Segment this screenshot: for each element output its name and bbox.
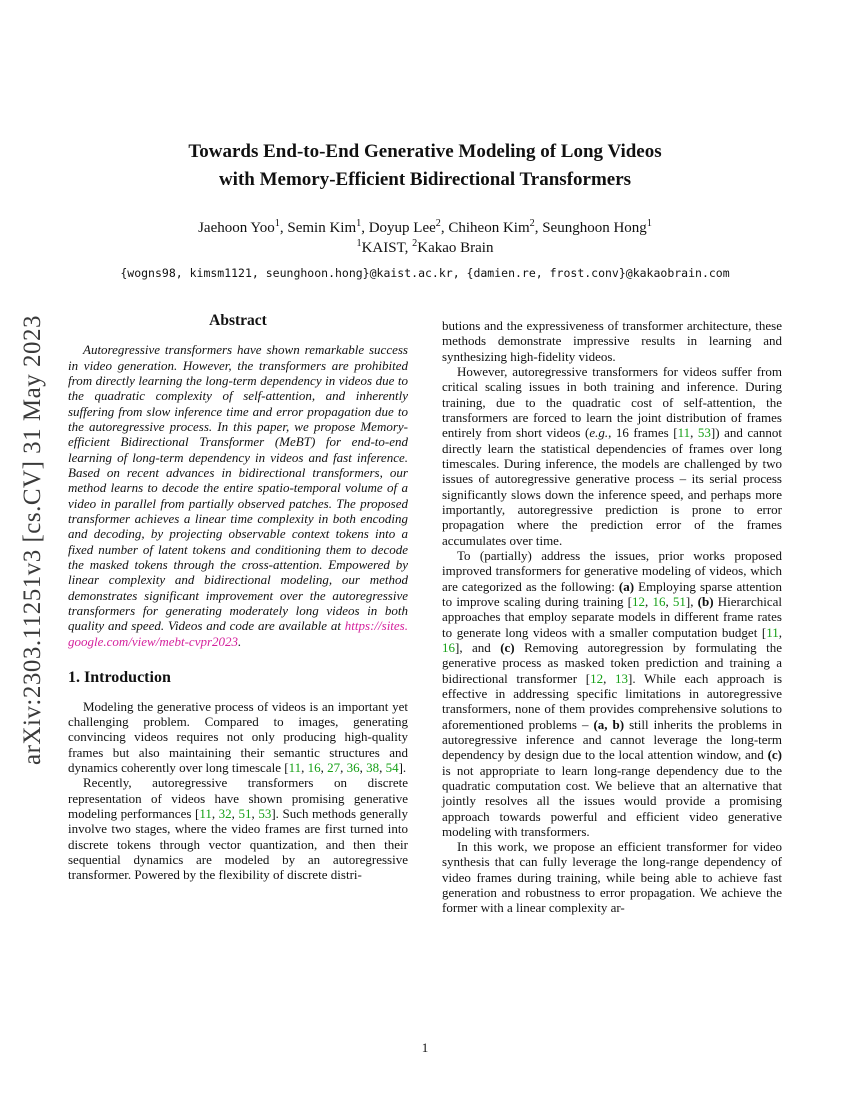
citation-link[interactable]: 16 — [307, 760, 321, 776]
citation-link[interactable]: 12 — [590, 670, 604, 686]
citation-link[interactable]: 36 — [346, 760, 360, 776]
intro-paragraph-2: Recently, autoregressive transformers on discrete representation of videos have shown promising generative modeling performances [11, 32, 51, 53]. Such methods generally involve two stages, where the video frames are first turned into discrete tokens through vector quantization, and then their sequential dynamics are modeled by an autoregressive transformer. Powered by the flexibility of discrete distri- — [68, 775, 409, 883]
intro-paragraph-6: In this work, we propose an efficient transformer for video synthesis that can fully leverage the long-range dependency of video frames during training, while being able to achieve fast generation and robustness to error propagation. We achieve the former with a linear complexity ar- — [442, 839, 782, 916]
paper-title — [0, 138, 850, 193]
abstract-heading: Abstract — [209, 312, 267, 329]
citation-link[interactable]: 11 — [677, 425, 691, 441]
paper-header — [0, 138, 850, 280]
citation-link[interactable]: 54 — [385, 760, 399, 776]
intro-paragraph-1: Modeling the generative process of videos is an important yet challenging problem. Compared to images, generating convincing videos requires not only producing high-quality frames but also maintaining their semantic structures and dynamics coherently over long timescale [11, 16, 27, 36, 38, 54]. — [68, 698, 408, 776]
right-column — [442, 318, 782, 916]
title-line-1: Towards End-to-End Generative Modeling of Long Videos — [188, 141, 662, 162]
citation-link[interactable]: 11 — [288, 760, 302, 776]
citation-link[interactable]: 53 — [258, 806, 272, 822]
citation-link[interactable]: 51 — [238, 806, 252, 822]
citation-link[interactable]: 38 — [366, 760, 380, 776]
arxiv-watermark: arXiv:2303.11251v3 [cs.CV] 31 May 2023 — [19, 315, 46, 765]
citation-link[interactable]: 11 — [199, 806, 212, 822]
citation-link[interactable]: 16 — [652, 593, 666, 609]
page-number: 1 — [421, 1040, 429, 1055]
citation-link[interactable]: 32 — [218, 806, 232, 822]
affiliation-list: $^1$KAIST, $^2$Kakao Brain — [356, 238, 494, 257]
paper-url-link[interactable]: https://sites.google.com/view/mebt-cvpr2023 — [68, 618, 408, 649]
intro-paragraph-5: To (partially) address the issues, prior works proposed improved transformers for generative modeling of videos, which are categorized as the following: (a) Employing sparse attention to improve scaling during training [12, 16, 51], (b) Hierarchical approaches that employ separate models in different frame rates to generate long videos with a smaller computation budget [11, 16], and (c) Removing autoregression by formulating the generative process as masked token prediction and training a bidirectional transformer [12, 13]. While each approach is effective in addressing specific limitations in autoregressive transformers, none of them provides comprehensive solutions to aforementioned problems – (a, b) still inherits the problems in autoregressive inference and cannot leverage the long-term dependency by design due to the local attention window, and (c) is not appropriate to learn long-range dependency due to the quadratic computation cost. We believe that an alternative that jointly resolves all the issues would provide a promising approach towards powerful and efficient video generative modeling with transformers. — [442, 547, 783, 839]
citation-link[interactable]: 51 — [672, 593, 686, 609]
title-line-2: with Memory-Efficient Bidirectional Transformers — [218, 168, 632, 190]
left-column — [68, 312, 408, 883]
section-heading-introduction: 1. Introduction — [68, 668, 171, 686]
abstract-paragraph: Autoregressive transformers have shown remarkable success in video generation. However, the transformers are prohibited from directly learning the long-term dependency in videos due to the quadratic complexity of self-attention, and inherently suffering from slow inference time and error propagation due to the autoregressive process. In this paper, we propose Memory-efficient Bidirectional Transformer (MeBT) for end-to-end learning of long-term dependency in videos and fast inference. Based on recent advances in bidirectional transformers, our method learns to decode the entire spatio-temporal volume of a video in parallel from partially observed patches. The proposed transformer achieves a linear time complexity in both encoding and decoding, by projecting observable context tokens into a fixed number of latent tokens and conditioning them to decode the masked tokens through the cross-attention. Empowered by linear complexity and bidirectional modeling, our method demonstrates significant improvement over the autoregressive transformers for generating moderately long videos in both quality and speed. Videos and code are available at https://sites.google.com/view/mebt-cvpr2023. — [68, 342, 408, 649]
author-list: Jaehoon Yoo$^1$, Semin Kim$^1$, Doyup Lee$^2$, Chiheon Kim$^2$, Seunghoon Hong$^1$ — [198, 218, 652, 237]
intro-paragraph-4: However, autoregressive transformers for videos suffer from critical scaling issues in both training and inference. During training, due to the quadratic cost of self-attention, the transformers are forced to learn the joint distribution of frames entirely from short videos (e.g., 16 frames [11, 53]) and cannot directly learn the statistical dependencies of frames over long timescales. During inference, the models are challenged by two issues of autoregressive generative process – its serial process significantly slows down the inference speed, and perhaps more importantly, autoregressive prediction is prone to error propagation where the prediction error of the frames accumulates over time. — [442, 363, 782, 548]
citation-link[interactable]: 53 — [697, 425, 711, 441]
citation-link[interactable]: 13 — [615, 670, 629, 686]
intro-paragraph-3-continuation: butions and the expressiveness of transformer architecture, these methods demonstrate impressive results in learning and synthesizing high-fidelity videos. — [442, 318, 782, 364]
citation-link[interactable]: 12 — [631, 593, 645, 609]
citation-link[interactable]: 27 — [327, 760, 341, 776]
citation-link[interactable]: 11 — [766, 624, 779, 640]
citation-link[interactable]: 16 — [442, 639, 455, 655]
author-emails: {wogns98, kimsm1121, seunghoon.hong}@kaist.ac.kr, {damien.re, frost.conv}@kakaobrain.com — [120, 266, 730, 281]
